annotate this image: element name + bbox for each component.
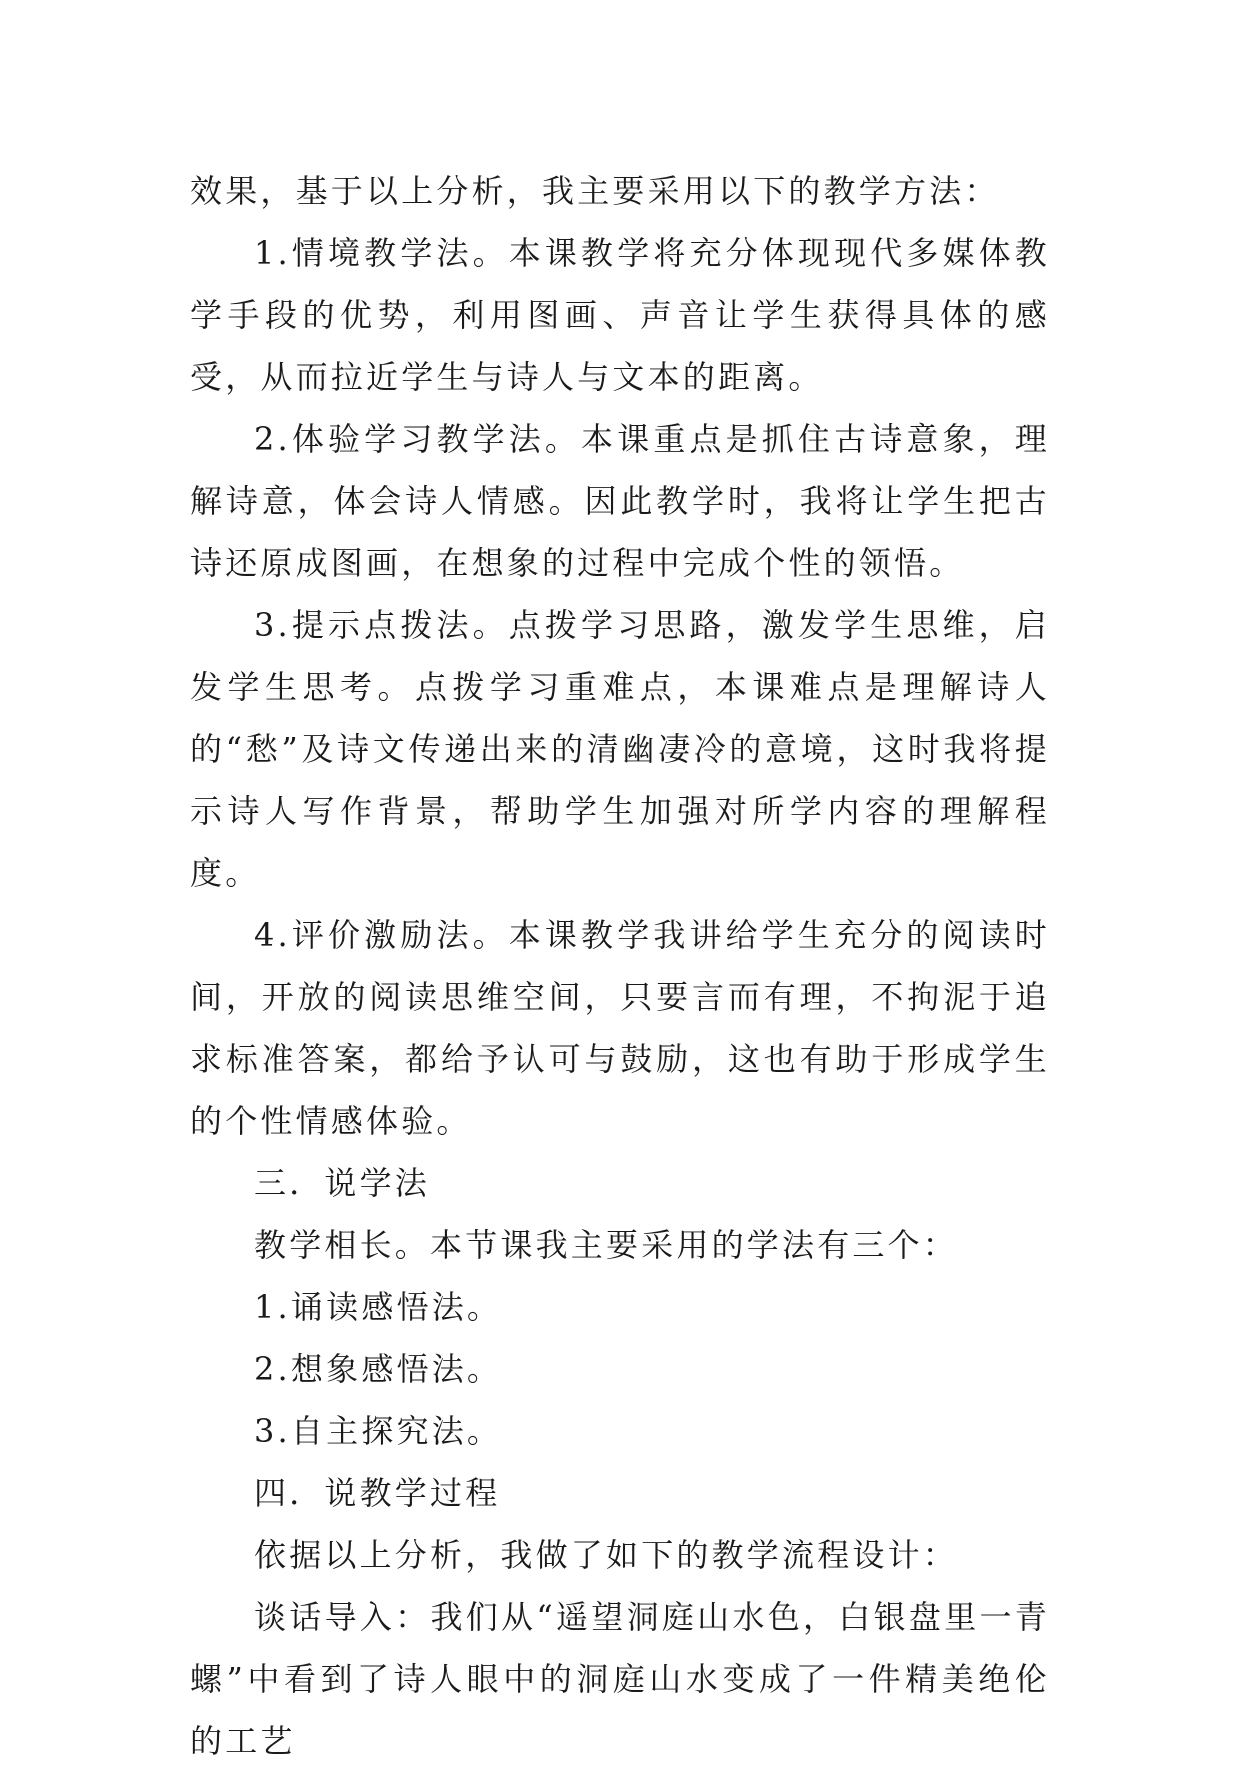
paragraph-learning-intro: 教学相长。本节课我主要采用的学法有三个： xyxy=(254,1226,959,1264)
list-item-learning-1: 1.诵读感悟法。 xyxy=(254,1288,503,1326)
list-item-learning-3: 3.自主探究法。 xyxy=(254,1412,503,1450)
section-heading-learning-methods: 三．说学法 xyxy=(254,1164,431,1202)
paragraph-process-intro: 依据以上分析，我做了如下的教学流程设计： xyxy=(254,1536,959,1574)
list-item-learning-2: 2.想象感悟法。 xyxy=(254,1350,503,1388)
paragraph-method-4: 4.评价激励法。本课教学我讲给学生充分的阅读时间，开放的阅读思维空间，只要言而有理，不拘泥于追求标准答案，都给予认可与鼓励，这也有助于形成学生的个性情感体验。 xyxy=(190,916,1050,1140)
document-page xyxy=(190,160,1050,1772)
paragraph-lead-in: 谈话导入：我们从“遥望洞庭山水色，白银盘里一青螺”中看到了诗人眼中的洞庭山水变成了一件精美绝伦的工艺 xyxy=(190,1598,1050,1760)
paragraph-method-3: 3.提示点拨法。点拨学习思路，激发学生思维，启发学生思考。点拨学习重难点，本课难点是理解诗人的“愁”及诗文传递出来的清幽凄冷的意境，这时我将提示诗人写作背景，帮助学生加强对所学内容的理解程度。 xyxy=(190,606,1050,892)
paragraph-method-1: 1.情境教学法。本课教学将充分体现现代多媒体教学手段的优势，利用图画、声音让学生获得具体的感受，从而拉近学生与诗人与文本的距离。 xyxy=(190,234,1050,396)
paragraph-method-2: 2.体验学习教学法。本课重点是抓住古诗意象，理解诗意，体会诗人情感。因此教学时，我将让学生把古诗还原成图画，在想象的过程中完成个性的领悟。 xyxy=(190,420,1050,582)
paragraph-continuation: 效果，基于以上分析，我主要采用以下的教学方法： xyxy=(190,172,1000,210)
section-heading-teaching-process: 四．说教学过程 xyxy=(254,1474,501,1512)
